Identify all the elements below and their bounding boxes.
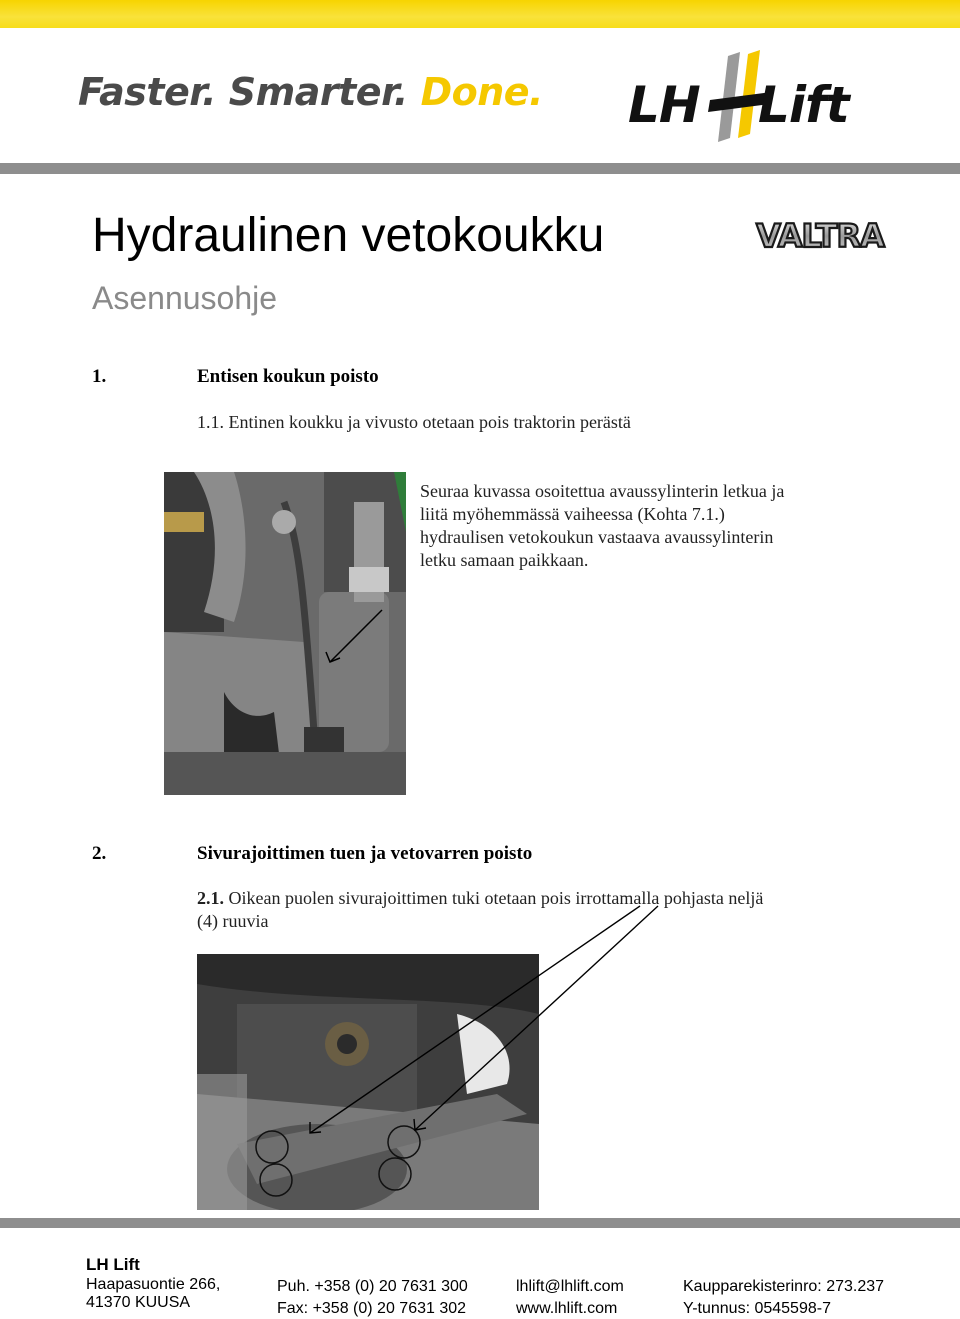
footer-address-2: 41370 KUUSA: [86, 1294, 191, 1311]
step-2-1-line-1: Oikean puolen sivurajoittimen tuki otetaan pois irrottamalla pohjasta neljä: [228, 888, 764, 908]
arrow-line-2: [415, 906, 658, 1130]
document-subtitle: Asennusohje: [92, 280, 278, 316]
step-2-1-number: 2.1.: [197, 888, 224, 908]
step-2-1-line-2: (4) ruuvia: [197, 911, 269, 931]
note-line-4: letku samaan paikkaan.: [420, 550, 589, 570]
step-1-1-text: 1.1. Entinen koukku ja vivusto otetaan pois traktorin perästä: [197, 412, 631, 432]
footer-phone: Puh. +358 (0) 20 7631 300: [277, 1278, 468, 1295]
valtra-logo-text: VALTRA: [756, 217, 884, 255]
footer-fax: Fax: +358 (0) 20 7631 302: [277, 1300, 467, 1317]
document-title: Hydraulinen vetokoukku: [92, 209, 605, 262]
footer-company: LH Lift: [86, 1255, 140, 1274]
footer-divider: [0, 1218, 960, 1228]
logo-text-lh: LH: [628, 76, 700, 134]
section-2-title: Sivurajoittimen tuen ja vetovarren poisto: [197, 843, 533, 864]
section-1-number: 1.: [92, 366, 107, 387]
arrow-line-1: [310, 906, 640, 1133]
section-2-number: 2.: [92, 843, 107, 864]
footer-website[interactable]: www.lhlift.com: [516, 1300, 618, 1317]
footer-business-id: Y-tunnus: 0545598-7: [683, 1300, 831, 1317]
note-line-1: Seuraa kuvassa osoitettua avaussylinterin letkua ja: [420, 481, 785, 501]
note-line-3: hydraulisen vetokoukun vastaava avaussylinterin: [420, 527, 774, 547]
footer-email[interactable]: lhlift@lhlift.com: [516, 1278, 624, 1295]
footer-address-1: Haapasuontie 266,: [86, 1276, 221, 1293]
slogan-word-faster: Faster.: [78, 70, 217, 114]
slogan-word-smarter: Smarter.: [228, 70, 408, 114]
slogan-word-done: Done.: [420, 70, 543, 114]
section-1-title: Entisen koukun poisto: [197, 366, 379, 387]
footer-trade-register: Kaupparekisterinro: 273.237: [683, 1278, 885, 1295]
logo-text-lift: Lift: [758, 76, 849, 134]
note-line-2: liitä myöhemmässä vaiheessa (Kohta 7.1.): [420, 504, 725, 524]
